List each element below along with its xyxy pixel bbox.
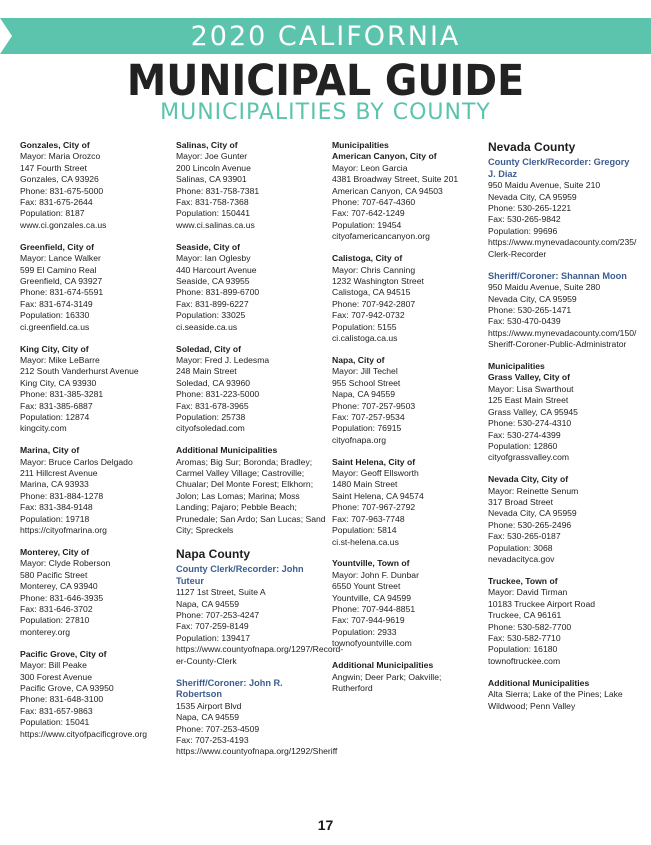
additional-municipalities bbox=[176, 445, 328, 536]
entry-line: Greenfield, CA 93927 bbox=[20, 275, 103, 286]
entry-line: cityofnapa.org bbox=[332, 434, 386, 445]
municipality-entry bbox=[176, 242, 328, 333]
entry-line: 212 South Vanderhurst Avenue bbox=[20, 366, 139, 377]
entry-line: Phone: 831-899-6700 bbox=[176, 287, 260, 298]
entry-line: 125 East Main Street bbox=[488, 395, 569, 406]
entry-line: Fax: 707-944-9619 bbox=[332, 615, 405, 626]
entry-line: Mayor: Mike LeBarre bbox=[20, 354, 100, 365]
entry-line: Mayor: Bill Peake bbox=[20, 660, 87, 671]
municipalities-label: Municipalities bbox=[488, 361, 545, 372]
municipality-entry bbox=[332, 457, 482, 548]
additional-label: Additional Municipalities bbox=[332, 660, 434, 671]
entry-line: https://www.cityofpacificgrove.org bbox=[20, 728, 148, 739]
municipality-name: Saint Helena, City of bbox=[332, 456, 416, 467]
detail-line: 1127 1st Street, Suite A bbox=[176, 587, 266, 598]
entry-line: Mayor: Bruce Carlos Delgado bbox=[20, 456, 133, 467]
sheriff-block bbox=[488, 271, 636, 351]
entry-line: Phone: 707-257-9503 bbox=[332, 400, 416, 411]
municipality-name: Yountville, Town of bbox=[332, 558, 410, 569]
entry-line: Mayor: Leon Garcia bbox=[332, 162, 408, 173]
entry-line: kingcity.com bbox=[20, 423, 67, 434]
entry-line: Fax: 831-384-9148 bbox=[20, 502, 93, 513]
entry-line: cityofamericancanyon.org bbox=[332, 231, 430, 242]
entry-line: Mayor: John F. Dunbar bbox=[332, 569, 419, 580]
detail-line: https://www.mynevadacounty.com/235/ bbox=[488, 237, 637, 248]
municipality-name: Napa, City of bbox=[332, 354, 385, 365]
entry-line: Population: 12860 bbox=[488, 440, 558, 451]
entry-line: 300 Forest Avenue bbox=[20, 671, 92, 682]
entry-line: Population: 19718 bbox=[20, 513, 90, 524]
clerk-label: County Clerk/Recorder: Gregory J. Diaz bbox=[488, 157, 630, 179]
entry-line: 580 Pacific Street bbox=[20, 569, 88, 580]
entry-line: nevadacityca.gov bbox=[488, 554, 555, 565]
detail-line: https://www.countyofnapa.org/1292/Sheriff bbox=[176, 746, 338, 757]
clerk-block bbox=[176, 564, 344, 667]
entry-line: townoftruckee.com bbox=[488, 655, 561, 666]
entry-line: Fax: 707-942-0732 bbox=[332, 310, 405, 321]
municipality-name: Soledad, City of bbox=[176, 343, 241, 354]
header-banner bbox=[0, 18, 651, 54]
municipality-name: Seaside, City of bbox=[176, 241, 240, 252]
municipalities-label: Municipalities bbox=[332, 140, 389, 150]
entry-line: Mayor: Fred J. Ledesma bbox=[176, 354, 270, 365]
entry-line: Fax: 831-678-3965 bbox=[176, 400, 249, 411]
entry-line: King City, CA 93930 bbox=[20, 377, 97, 388]
page-number: 17 bbox=[317, 817, 334, 833]
detail-line: 950 Maidu Avenue, Suite 210 bbox=[488, 180, 601, 191]
entry-line: Calistoga, CA 94515 bbox=[332, 287, 411, 298]
entry-line: 6550 Yount Street bbox=[332, 581, 401, 592]
entry-line: Fax: 530-274-4399 bbox=[488, 429, 561, 440]
page-subtitle: MUNICIPALITIES BY COUNTY bbox=[160, 100, 491, 125]
entry-line: Population: 8187 bbox=[20, 208, 85, 219]
entry-line: Phone: 530-265-2496 bbox=[488, 519, 572, 530]
entry-line: Seaside, CA 93955 bbox=[176, 275, 250, 286]
municipality-entry bbox=[488, 576, 636, 667]
detail-line: Fax: 707-253-4193 bbox=[176, 734, 249, 745]
entry-line: townofyountville.com bbox=[332, 638, 412, 649]
entry-line: Population: 5155 bbox=[332, 321, 397, 332]
county-heading-nevada: Nevada County bbox=[488, 140, 576, 154]
entry-line: Phone: 831-674-5591 bbox=[20, 287, 104, 298]
entry-line: Fax: 530-265-0187 bbox=[488, 531, 561, 542]
municipality-name: Gonzales, City of bbox=[20, 140, 90, 150]
municipality-entry bbox=[20, 140, 160, 231]
municipality-entry bbox=[488, 474, 636, 565]
entry-line: Fax: 831-385-6887 bbox=[20, 400, 93, 411]
entry-line: Population: 76915 bbox=[332, 423, 402, 434]
municipality-name: Truckee, Town of bbox=[488, 575, 558, 586]
entry-line: Population: 16180 bbox=[488, 644, 558, 655]
additional-list: Aromas; Big Sur; Boronda; Bradley; Carmel Valley Village; Castroville; Chualar; Del Monte Forest; Elkhorn; Jolon; Las Lomas; Marina; Moss Landing; Pajaro; Pebble Beach; Prunedale; San Ardo; San Lucas; Sand City; Spreckels bbox=[176, 456, 326, 536]
municipality-name: Grass Valley, City of bbox=[488, 372, 570, 383]
clerk-details bbox=[176, 587, 344, 667]
entry-line: Phone: 707-944-8851 bbox=[332, 604, 416, 615]
detail-line: Phone: 707-253-4247 bbox=[176, 610, 260, 620]
entry-line: www.ci.gonzales.ca.us bbox=[20, 219, 107, 230]
municipality-entry bbox=[332, 558, 482, 649]
detail-line: Phone: 707-253-4509 bbox=[176, 723, 260, 734]
detail-line: Clerk-Recorder bbox=[488, 248, 547, 259]
entry-line: Mayor: Reinette Senum bbox=[488, 485, 579, 496]
additional-label: Additional Municipalities bbox=[488, 677, 590, 688]
entry-line: Phone: 707-647-4360 bbox=[332, 197, 416, 208]
municipality-name: Salinas, City of bbox=[176, 140, 238, 150]
sheriff-details bbox=[488, 282, 636, 350]
municipality-entry bbox=[332, 253, 482, 344]
detail-line: Population: 139417 bbox=[176, 632, 251, 643]
detail-line: https://www.mynevadacounty.com/150/ bbox=[488, 327, 637, 338]
column-4 bbox=[488, 140, 636, 722]
sheriff-label: Sheriff/Coroner: Shannan Moon bbox=[488, 270, 627, 281]
entry-line: Mayor: Clyde Roberson bbox=[20, 558, 111, 569]
entry-line: Mayor: Ian Oglesby bbox=[176, 253, 251, 264]
detail-line: Population: 99696 bbox=[488, 225, 558, 236]
entry-line: Population: 5814 bbox=[332, 525, 397, 536]
column-2 bbox=[176, 140, 344, 758]
detail-line: https://www.countyofnapa.org/1297/Record- bbox=[176, 644, 344, 655]
entry-line: Phone: 831-758-7381 bbox=[176, 185, 260, 196]
entry-line: 955 School Street bbox=[332, 377, 401, 388]
entry-line: American Canyon, CA 94503 bbox=[332, 185, 443, 196]
entry-line: Phone: 707-942-2807 bbox=[332, 298, 416, 309]
entry-line: Mayor: Maria Orozco bbox=[20, 151, 101, 162]
entry-line: Fax: 831-646-3702 bbox=[20, 604, 93, 615]
additional-municipalities bbox=[332, 660, 482, 694]
entry-line: Truckee, CA 96161 bbox=[488, 610, 562, 621]
entry-line: Mayor: Lance Walker bbox=[20, 253, 101, 264]
additional-label: Additional Municipalities bbox=[176, 445, 278, 456]
entry-line: Population: 2933 bbox=[332, 626, 397, 637]
column-3 bbox=[332, 140, 482, 705]
municipality-entry bbox=[176, 344, 328, 435]
detail-line: Nevada City, CA 95959 bbox=[488, 293, 577, 304]
municipality-name: King City, City of bbox=[20, 343, 89, 354]
detail-line: Napa, CA 94559 bbox=[176, 712, 240, 723]
entry-line: Phone: 831-648-3100 bbox=[20, 694, 104, 705]
sheriff-details bbox=[176, 700, 338, 758]
entry-line: 317 Broad Street bbox=[488, 497, 553, 508]
entry-line: Salinas, CA 93901 bbox=[176, 174, 247, 185]
clerk-details bbox=[488, 180, 636, 260]
entry-line: 211 Hillcrest Avenue bbox=[20, 468, 98, 479]
entry-line: Population: 15041 bbox=[20, 717, 90, 728]
sheriff-label: Sheriff/Coroner: John R. Robertson bbox=[176, 677, 283, 700]
entry-line: Gonzales, CA 93926 bbox=[20, 174, 99, 185]
municipality-name: Nevada City, City of bbox=[488, 474, 569, 485]
entry-line: Yountville, CA 94599 bbox=[332, 592, 411, 603]
entry-line: ci.calistoga.ca.us bbox=[332, 333, 398, 343]
entry-line: Population: 25738 bbox=[176, 411, 246, 422]
entry-line: 147 Fourth Street bbox=[20, 162, 87, 173]
detail-line: Nevada City, CA 95959 bbox=[488, 191, 577, 202]
sheriff-block bbox=[176, 677, 338, 758]
municipality-name: Pacific Grove, City of bbox=[20, 648, 107, 659]
detail-line: Fax: 707-259-8149 bbox=[176, 621, 249, 632]
monterey-entries-continued bbox=[176, 140, 328, 435]
entry-line: Fax: 707-642-1249 bbox=[332, 208, 405, 219]
municipality-entry bbox=[20, 445, 160, 536]
entry-line: Population: 33025 bbox=[176, 310, 246, 321]
detail-line: er-County-Clerk bbox=[176, 655, 237, 666]
banner-title: 2020 CALIFORNIA bbox=[190, 21, 461, 52]
entry-line: Mayor: Lisa Swarthout bbox=[488, 383, 574, 394]
detail-line: Fax: 530-470-0439 bbox=[488, 316, 561, 327]
detail-line: Fax: 530-265-9842 bbox=[488, 214, 561, 225]
municipality-entry bbox=[176, 140, 328, 231]
entry-line: Soledad, CA 93960 bbox=[176, 377, 251, 388]
entry-line: Mayor: Joe Gunter bbox=[176, 151, 248, 162]
municipality-entry bbox=[20, 344, 160, 435]
entry-line: Fax: 707-963-7748 bbox=[332, 513, 405, 524]
detail-line: Phone: 530-265-1221 bbox=[488, 203, 572, 213]
entry-line: https://cityofmarina.org bbox=[20, 525, 107, 536]
entry-line: ci.seaside.ca.us bbox=[176, 321, 238, 332]
entry-line: Population: 12874 bbox=[20, 411, 90, 422]
entry-line: monterey.org bbox=[20, 626, 70, 637]
entry-line: Marina, CA 93933 bbox=[20, 479, 89, 490]
napa-municipalities bbox=[332, 151, 482, 649]
entry-line: 10183 Truckee Airport Road bbox=[488, 598, 596, 609]
detail-line: 1535 Airport Blvd bbox=[176, 700, 242, 711]
municipality-name: American Canyon, City of bbox=[332, 151, 437, 162]
entry-line: Phone: 530-582-7700 bbox=[488, 621, 572, 632]
entry-line: Mayor: Geoff Ellsworth bbox=[332, 468, 419, 479]
page-title: MUNICIPAL GUIDE bbox=[126, 56, 525, 106]
municipality-name: Greenfield, City of bbox=[20, 241, 95, 252]
entry-line: Population: 27810 bbox=[20, 615, 90, 626]
entry-line: Pacific Grove, CA 93950 bbox=[20, 682, 114, 693]
nevada-municipalities bbox=[488, 372, 636, 667]
detail-line: Sheriff-Coroner-Public-Administrator bbox=[488, 339, 627, 350]
entry-line: Phone: 831-646-3935 bbox=[20, 592, 104, 603]
entry-line: Population: 19454 bbox=[332, 219, 402, 230]
entry-line: Phone: 831-675-5000 bbox=[20, 185, 104, 196]
entry-line: Population: 16330 bbox=[20, 310, 90, 321]
entry-line: 599 El Camino Real bbox=[20, 264, 97, 275]
entry-line: Phone: 530-274-4310 bbox=[488, 418, 572, 429]
entry-line: Population: 3068 bbox=[488, 542, 553, 553]
clerk-block bbox=[488, 157, 636, 260]
entry-line: 4381 Broadway Street, Suite 201 bbox=[332, 174, 459, 185]
detail-line: 950 Maidu Avenue, Suite 280 bbox=[488, 282, 601, 293]
municipality-entry bbox=[332, 151, 482, 242]
municipality-entry bbox=[20, 649, 160, 740]
entry-line: Grass Valley, CA 95945 bbox=[488, 406, 578, 417]
entry-line: Fax: 831-758-7368 bbox=[176, 197, 249, 208]
entry-line: Population: 150441 bbox=[176, 208, 251, 219]
entry-line: Phone: 831-884-1278 bbox=[20, 490, 104, 501]
entry-line: Fax: 831-657-9863 bbox=[20, 705, 93, 716]
entry-line: cityofgrassvalley.com bbox=[488, 452, 570, 463]
municipality-entry bbox=[488, 372, 636, 463]
municipality-name: Marina, City of bbox=[20, 445, 80, 456]
entry-line: Mayor: Jill Techel bbox=[332, 366, 398, 377]
entry-line: Fax: 530-582-7710 bbox=[488, 633, 561, 643]
entry-line: 1232 Washington Street bbox=[332, 275, 424, 286]
entry-line: ci.greenfield.ca.us bbox=[20, 321, 90, 332]
entry-line: Phone: 831-223-5000 bbox=[176, 389, 260, 400]
county-heading-napa: Napa County bbox=[176, 547, 251, 561]
municipality-name: Calistoga, City of bbox=[332, 253, 403, 264]
detail-line: Napa, CA 94559 bbox=[176, 598, 240, 609]
municipality-entry bbox=[20, 242, 160, 333]
detail-line: Phone: 530-265-1471 bbox=[488, 304, 572, 315]
municipality-entry bbox=[20, 547, 160, 638]
entry-line: 248 Main Street bbox=[176, 366, 237, 377]
entry-line: Mayor: David Tirman bbox=[488, 587, 568, 598]
entry-line: www.ci.salinas.ca.us bbox=[176, 219, 255, 230]
clerk-label: County Clerk/Recorder: John Tuteur bbox=[176, 564, 304, 586]
entry-line: Nevada City, CA 95959 bbox=[488, 508, 577, 519]
entry-line: Phone: 831-385-3281 bbox=[20, 389, 104, 400]
entry-line: 440 Harcourt Avenue bbox=[176, 264, 257, 275]
entry-line: cityofsoledad.com bbox=[176, 423, 245, 434]
entry-line: 200 Lincoln Avenue bbox=[176, 162, 251, 173]
entry-line: Mayor: Chris Canning bbox=[332, 264, 416, 275]
entry-line: Phone: 707-967-2792 bbox=[332, 502, 416, 513]
entry-line: ci.st-helena.ca.us bbox=[332, 536, 399, 547]
additional-municipalities bbox=[488, 678, 636, 712]
entry-line: Fax: 831-674-3149 bbox=[20, 298, 93, 309]
municipality-entry bbox=[332, 355, 482, 446]
entry-line: Fax: 831-899-6227 bbox=[176, 298, 249, 309]
municipality-name: Monterey, City of bbox=[20, 547, 90, 557]
entry-line: Fax: 707-257-9534 bbox=[332, 411, 405, 422]
entry-line: Monterey, CA 93940 bbox=[20, 581, 98, 592]
entry-line: 1480 Main Street bbox=[332, 479, 398, 490]
additional-list: Alta Sierra; Lake of the Pines; Lake Wildwood; Penn Valley bbox=[488, 689, 623, 711]
additional-list: Angwin; Deer Park; Oakville; Rutherford bbox=[332, 671, 442, 693]
column-1 bbox=[20, 140, 160, 751]
entry-line: Saint Helena, CA 94574 bbox=[332, 490, 424, 501]
entry-line: Napa, CA 94559 bbox=[332, 389, 396, 400]
entry-line: Fax: 831-675-2644 bbox=[20, 197, 93, 208]
